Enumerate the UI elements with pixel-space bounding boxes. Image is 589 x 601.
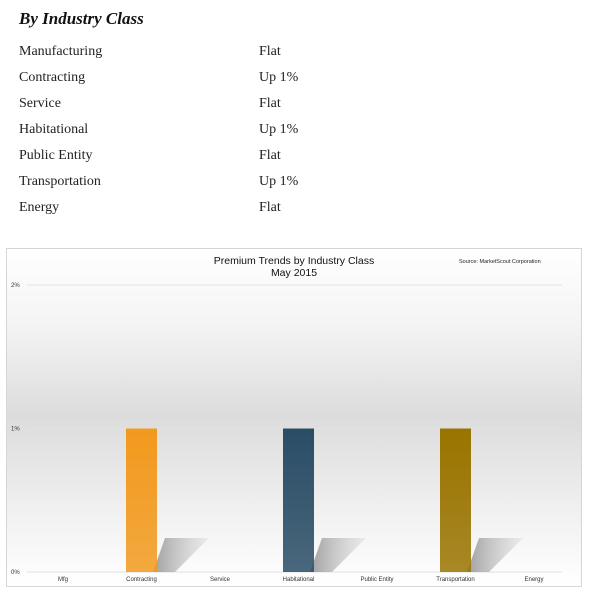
table-row [19,68,379,94]
x-tick-label: Energy [524,577,544,583]
premium-change: Flat [259,200,281,215]
chart-subtitle: May 2015 [270,267,318,279]
table-row [19,94,379,120]
table-row [19,146,379,172]
industry-class-name: Energy [19,200,60,215]
industry-class-name: Contracting [19,70,86,85]
premium-change: Up 1% [259,122,299,137]
chart-title: Premium Trends by Industry Class [213,255,375,267]
industry-class-name: Service [19,96,61,111]
premium-change: Up 1% [259,70,299,85]
chart-canvas [7,249,581,586]
chart-source: Source: MarketScout Corporation [459,259,541,265]
x-tick-label: Habitational [282,577,315,583]
premium-change: Flat [259,96,281,111]
bar-shadow [467,538,523,572]
premium-change: Up 1% [259,174,299,189]
table-row [19,42,379,68]
y-tick-label: 2% [11,283,20,289]
bar-shadow [310,538,366,572]
industry-class-name: Manufacturing [19,44,103,59]
x-tick-label: Mfg [57,577,69,583]
y-tick-label: 1% [11,426,20,433]
premium-change: Flat [259,148,281,163]
y-tick-label: 0% [11,570,20,576]
premium-trends-chart [6,248,582,587]
x-tick-label: Public Entity [360,577,394,583]
table-row [19,172,379,198]
industry-class-name: Transportation [19,174,101,189]
table-row [19,120,379,146]
x-tick-label: Transportation [436,577,475,583]
x-tick-label: Contracting [126,577,157,583]
table-row [19,198,379,224]
x-tick-label: Service [209,577,231,583]
industry-class-name: Public Entity [19,148,93,163]
bar-transportation [440,429,471,573]
bar-contracting [126,429,157,573]
bar-shadow [153,538,209,572]
industry-class-name: Habitational [19,122,89,137]
industry-class-table [19,42,379,224]
section-heading: By Industry Class [19,9,144,28]
premium-change: Flat [259,44,281,59]
bar-habitational [283,429,314,573]
